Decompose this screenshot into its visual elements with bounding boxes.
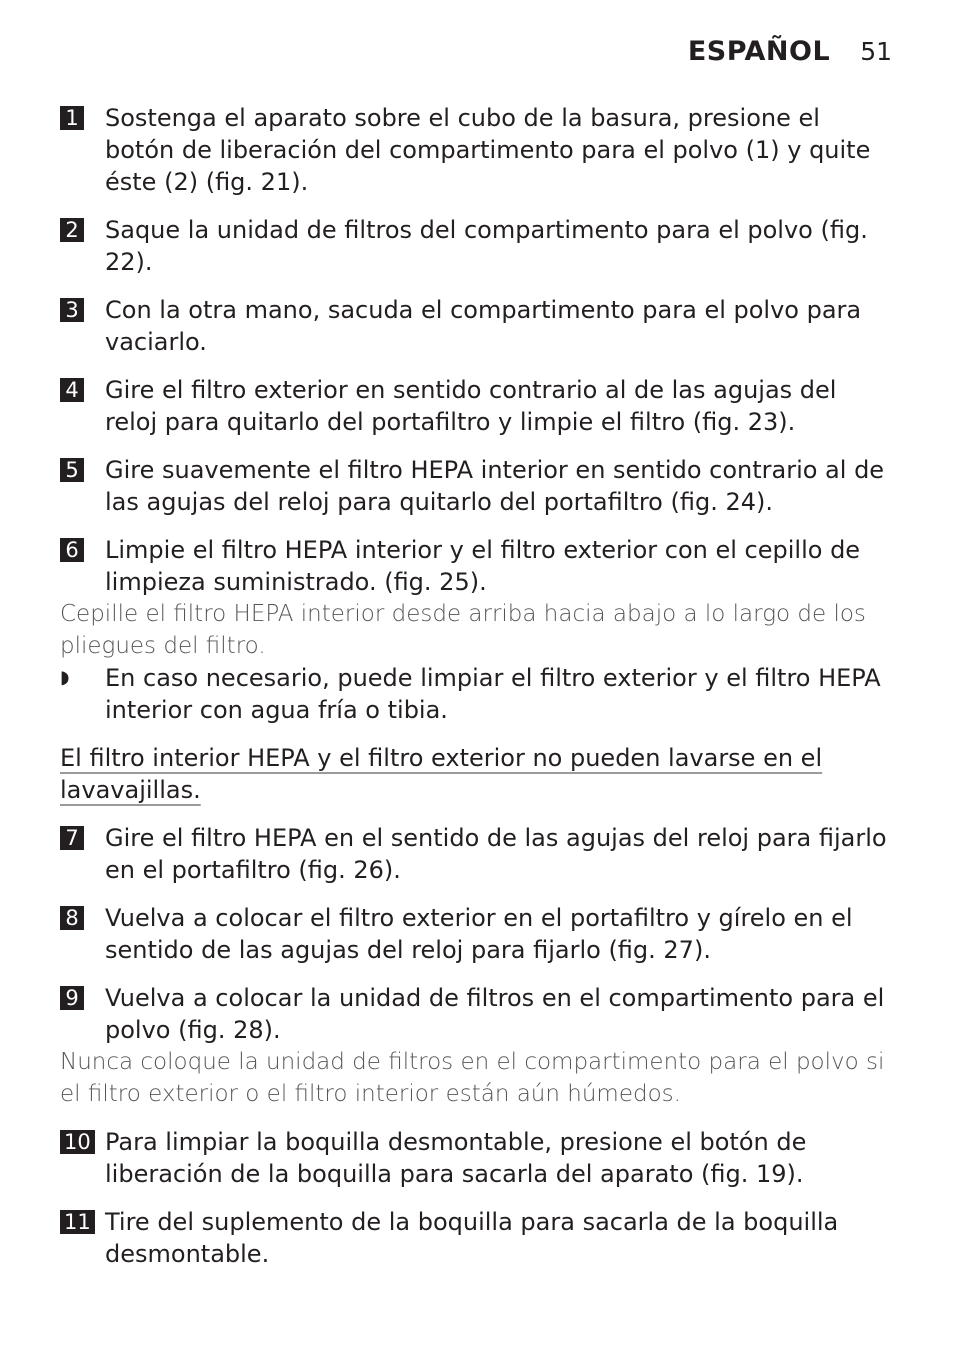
step-11 [60,1206,896,1270]
step-number: 7 [60,826,84,850]
step-number: 2 [60,218,84,242]
step-number: 5 [60,458,84,482]
bullet-text: En caso necesario, puede limpiar el filtro exterior y el filtro HEPA interior con agua fría o tibia. [105,664,881,724]
step-number: 9 [60,986,84,1010]
step-7 [60,822,896,886]
note-humid: Nunca coloque la unidad de filtros en el compartimento para el polvo si el filtro exterior o el filtro interior están aún húmedos. [60,1049,885,1107]
step-text: Gire el filtro HEPA en el sentido de las agujas del reloj para fijarlo en el portafiltro (fig. 26). [105,824,887,884]
page-header [688,36,892,67]
step-number: 3 [60,298,84,322]
step-text: Sostenga el aparato sobre el cubo de la basura, presione el botón de liberación del compartimento para el polvo (1) y quite éste (2) (fig. 21). [105,104,871,196]
step-text: Para limpiar la boquilla desmontable, presione el botón de liberación de la boquilla para sacarla del aparato (fig. 19). [105,1128,807,1188]
step-1 [60,102,896,198]
step-text: Tire del suplemento de la boquilla para sacarla de la boquilla desmontable. [105,1208,839,1268]
step-text: Con la otra mano, sacuda el compartimento para el polvo para vaciarlo. [105,296,862,356]
step-6 [60,534,896,598]
instructions [60,102,896,1286]
step-number: 10 [60,1130,95,1154]
step-5 [60,454,896,518]
step-8 [60,902,896,966]
note-brushing: Cepille el filtro HEPA interior desde arriba hacia abajo a lo largo de los pliegues del filtro. [60,601,866,659]
step-text: Limpie el filtro HEPA interior y el filtro exterior con el cepillo de limpieza suministrado. (fig. 25). [105,536,861,596]
warning-text: El filtro interior HEPA y el filtro exterior no pueden lavarse en el lavavajillas. [60,744,823,804]
step-number: 8 [60,906,84,930]
step-3 [60,294,896,358]
step-number: 6 [60,538,84,562]
page-number: 51 [860,37,892,66]
step-text: Saque la unidad de filtros del compartimento para el polvo (fig. 22). [105,216,868,276]
bullet-icon: ◗ [60,667,70,688]
step-number: 1 [60,106,84,130]
language-label: ESPAÑOL [687,36,831,67]
bullet-washing [60,662,896,726]
step-2 [60,214,896,278]
step-number: 4 [60,378,84,402]
step-4 [60,374,896,438]
step-text: Gire el filtro exterior en sentido contrario al de las agujas del reloj para quitarlo del portafiltro y limpie el filtro (fig. 23). [105,376,837,436]
step-10 [60,1126,896,1190]
step-number: 11 [60,1210,95,1234]
warning-dishwasher [60,742,896,806]
step-text: Gire suavemente el filtro HEPA interior en sentido contrario al de las agujas del reloj para quitarlo del portafiltro (fig. 24). [105,456,885,516]
step-text: Vuelva a colocar el filtro exterior en el portafiltro y gírelo en el sentido de las agujas del reloj para fijarlo (fig. 27). [105,904,853,964]
step-9 [60,982,896,1046]
step-text: Vuelva a colocar la unidad de filtros en el compartimento para el polvo (fig. 28). [105,984,885,1044]
